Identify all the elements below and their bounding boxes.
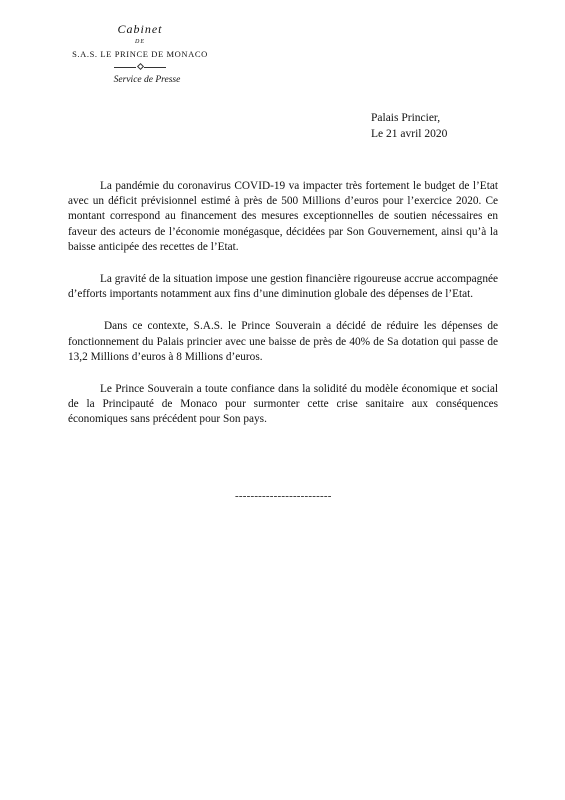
letterhead-de: DE [135, 39, 145, 45]
ornament-icon [136, 63, 143, 70]
paragraph-gravity: La gravité de la situation impose une gestion financière rigoureuse accrue accompagnée d’efforts importants notamment aux fins d’une diminution globale des dépenses de l’Etat. [68, 273, 498, 301]
letterhead-service: Service de Presse [113, 75, 181, 85]
letterhead-prince: S.A.S. LE PRINCE DE MONACO [72, 49, 208, 59]
paragraph-context: Dans ce contexte, S.A.S. le Prince Souverain a décidé de réduire les dépenses de fonctionnement du Palais princier avec une baisse de près de 40% de Sa dotation qui passe de 13,2 Millions d’euros à 8 Millions d’euros. [68, 320, 498, 363]
dateline-place: Palais Princier, [371, 112, 441, 124]
press-release-body [68, 179, 498, 445]
ornament-divider [110, 64, 170, 70]
letterhead-cabinet: Cabinet [117, 22, 163, 36]
dateline-date: Le 21 avril 2020 [371, 128, 448, 140]
paragraph-confidence: Le Prince Souverain a toute confiance dans la solidité du modèle économique et social de la Principauté de Monaco pour surmonter cette crise sanitaire aux conséquences économiques sans précédent pour Son pays. [68, 383, 498, 426]
letterhead [55, 22, 225, 86]
paragraph-budget: La pandémie du coronavirus COVID-19 va impacter très fortement le budget de l’Etat avec un déficit prévisionnel estimé à près de 500 Millions d’euros pour l’exercice 2020. Ce montant correspond au financement des mesures exceptionnelles de soutien nécessaires en faveur des acteurs de l’économie monégasque, décidées par Son Gouvernement, ainsi qu’à la baisse anticipée des recettes de l’Etat. [68, 180, 498, 253]
end-separator: ------------------------- [235, 490, 332, 502]
dateline [371, 110, 447, 142]
